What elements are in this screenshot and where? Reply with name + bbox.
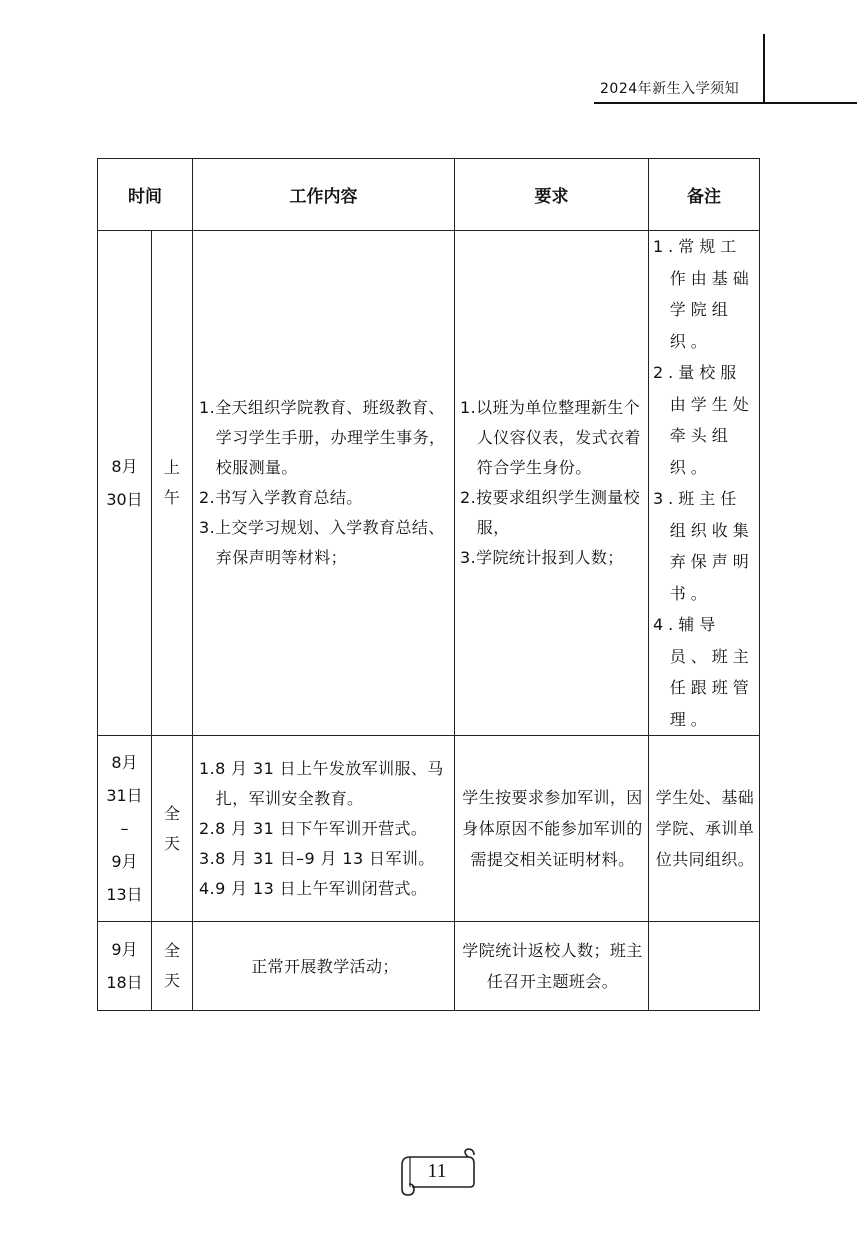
list-item: 4.9 月 13 日上午军训闭营式。: [199, 878, 428, 898]
list-item: 3.班主任组织收集弃保声明书。: [653, 489, 754, 603]
list-item: 2.书写入学教育总结。: [199, 488, 363, 507]
list-item: 1.以班为单位整理新生个人仪容仪表，发式衣着符合学生身份。: [460, 398, 641, 477]
content-cell: 正常开展教学活动；: [193, 922, 455, 1011]
content-cell: [193, 231, 455, 736]
date-cell: 8月 31日 – 9月 13日: [98, 736, 152, 922]
list-item: 3.上交学习规划、入学教育总结、弃保声明等材料；: [199, 518, 445, 567]
schedule-table: [97, 158, 760, 1011]
note-cell: [649, 922, 760, 1011]
list-item: 3.学院统计报到人数；: [460, 548, 624, 567]
running-header-title: 2024年新生入学须知: [600, 81, 740, 97]
list-item: 2.8 月 31 日下午军训开营式。: [199, 818, 428, 838]
table-row: [98, 736, 760, 922]
list-item: 4.辅导员、班主任跟班管理。: [653, 615, 754, 729]
header-vertical-rule: [763, 34, 765, 104]
list-item: 1.全天组织学院教育、班级教育、学习学生手册，办理学生事务，校服测量。: [199, 398, 446, 477]
period-cell: 全 天: [152, 922, 193, 1011]
list-item: 1.常规工作由基础学院组织。: [653, 237, 754, 351]
date-cell: 9月 18日: [98, 922, 152, 1011]
table-header-row: [98, 159, 760, 231]
period-cell: 全 天: [152, 736, 193, 922]
list-item: 2.量校服由学生处牵头组织。: [653, 363, 754, 477]
table-row: [98, 922, 760, 1011]
list-item: 1.8 月 31 日上午发放军训服、马扎，军训安全教育。: [199, 758, 444, 808]
header-requirement: 要求: [455, 159, 649, 231]
requirement-cell: 学院统计返校人数；班主任召开主题班会。: [455, 922, 649, 1011]
date-cell: 8月 30日: [98, 231, 152, 736]
header-time: 时间: [98, 159, 193, 231]
table-row: [98, 231, 760, 736]
list-item: 3.8 月 31 日–9 月 13 日军训。: [199, 848, 435, 868]
list-item: 2.按要求组织学生测量校服，: [460, 488, 641, 537]
page-number: 11: [427, 1160, 447, 1182]
period-cell: 上 午: [152, 231, 193, 736]
note-cell: [649, 231, 760, 736]
note-cell: 学生处、基础学院、承训单位共同组织。: [649, 736, 760, 922]
requirement-cell: [455, 231, 649, 736]
header-note: 备注: [649, 159, 760, 231]
header-horizontal-rule: [594, 102, 857, 104]
header-content: 工作内容: [193, 159, 455, 231]
requirement-cell: 学生按要求参加军训，因身体原因不能参加军训的需提交相关证明材料。: [455, 736, 649, 922]
content-cell: [193, 736, 455, 922]
